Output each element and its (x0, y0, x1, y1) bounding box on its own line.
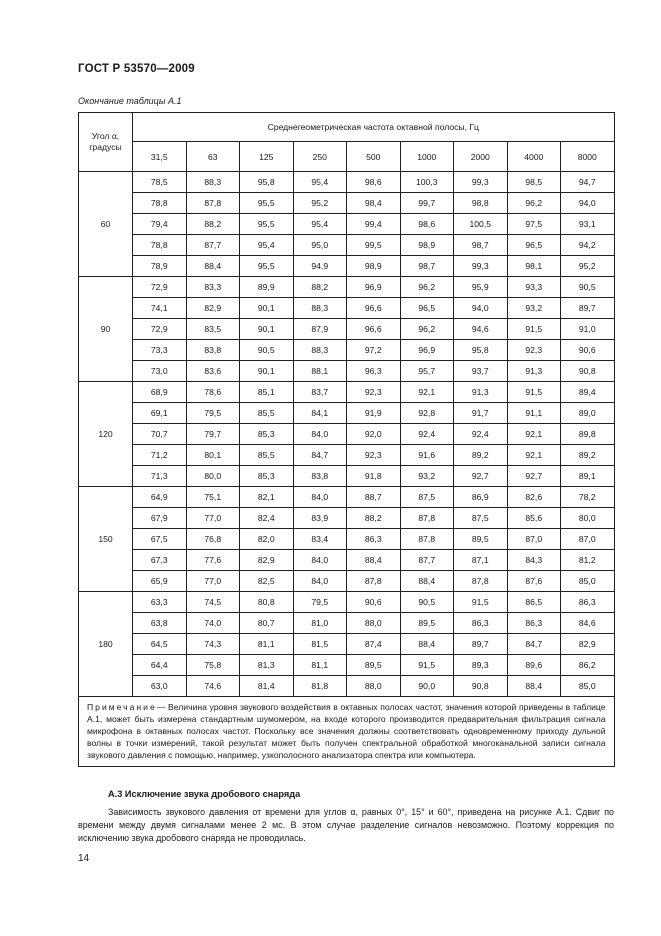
value-cell: 84,0 (293, 550, 347, 571)
value-cell: 83,5 (186, 319, 240, 340)
value-cell: 81,1 (240, 634, 294, 655)
value-cell: 96,9 (347, 277, 401, 298)
value-cell: 67,3 (133, 550, 187, 571)
angle-header-line1: Угол α, (91, 131, 120, 141)
value-cell: 90,1 (240, 319, 294, 340)
table-row (79, 550, 615, 571)
frequency-header: 500 (347, 142, 401, 172)
value-cell: 98,1 (507, 256, 561, 277)
value-cell: 92,1 (507, 424, 561, 445)
value-cell: 64,5 (133, 634, 187, 655)
angle-cell: 90 (79, 277, 133, 382)
value-cell: 90,5 (240, 340, 294, 361)
value-cell: 91,0 (561, 319, 615, 340)
value-cell: 81,8 (293, 676, 347, 697)
value-cell: 83,3 (186, 277, 240, 298)
value-cell: 96,6 (347, 298, 401, 319)
value-cell: 93,1 (561, 214, 615, 235)
frequency-header-row (79, 142, 615, 172)
value-cell: 95,2 (293, 193, 347, 214)
value-cell: 80,0 (561, 508, 615, 529)
angle-cell: 150 (79, 487, 133, 592)
table-body (79, 172, 615, 697)
frequency-group-header: Среднегеометрическая частота октавной полосы, Гц (133, 113, 615, 142)
value-cell: 98,8 (454, 193, 508, 214)
document-header: ГОСТ Р 53570—2009 (78, 63, 195, 75)
value-cell: 82,4 (240, 508, 294, 529)
value-cell: 88,4 (186, 256, 240, 277)
value-cell: 63,0 (133, 676, 187, 697)
frequency-header: 1000 (400, 142, 454, 172)
value-cell: 83,8 (186, 340, 240, 361)
table-row (79, 676, 615, 697)
value-cell: 82,9 (186, 298, 240, 319)
value-cell: 85,1 (240, 382, 294, 403)
value-cell: 72,9 (133, 277, 187, 298)
value-cell: 96,5 (400, 298, 454, 319)
value-cell: 90,6 (347, 592, 401, 613)
angle-cell: 180 (79, 592, 133, 697)
value-cell: 82,5 (240, 571, 294, 592)
value-cell: 94,9 (293, 256, 347, 277)
value-cell: 78,5 (133, 172, 187, 193)
value-cell: 91,5 (400, 655, 454, 676)
value-cell: 88,0 (347, 676, 401, 697)
value-cell: 91,5 (454, 592, 508, 613)
value-cell: 96,2 (400, 277, 454, 298)
value-cell: 81,0 (293, 613, 347, 634)
value-cell: 88,3 (186, 172, 240, 193)
frequency-header: 2000 (454, 142, 508, 172)
value-cell: 87,4 (347, 634, 401, 655)
table-row (79, 214, 615, 235)
value-cell: 88,3 (293, 298, 347, 319)
value-cell: 87,8 (400, 508, 454, 529)
value-cell: 88,0 (347, 613, 401, 634)
value-cell: 92,7 (507, 466, 561, 487)
value-cell: 89,5 (400, 613, 454, 634)
value-cell: 100,3 (400, 172, 454, 193)
table-row (79, 382, 615, 403)
value-cell: 88,2 (347, 508, 401, 529)
value-cell: 95,8 (240, 172, 294, 193)
value-cell: 97,2 (347, 340, 401, 361)
value-cell: 99,7 (400, 193, 454, 214)
value-cell: 92,0 (347, 424, 401, 445)
value-cell: 87,0 (507, 529, 561, 550)
value-cell: 95,5 (240, 214, 294, 235)
value-cell: 88,2 (293, 277, 347, 298)
note-label: Примечание (87, 702, 157, 712)
value-cell: 96,2 (507, 193, 561, 214)
value-cell: 76,8 (186, 529, 240, 550)
value-cell: 84,0 (293, 487, 347, 508)
value-cell: 95,0 (293, 235, 347, 256)
frequency-header: 8000 (561, 142, 615, 172)
value-cell: 87,7 (400, 550, 454, 571)
value-cell: 64,9 (133, 487, 187, 508)
value-cell: 98,6 (347, 172, 401, 193)
value-cell: 84,7 (507, 634, 561, 655)
value-cell: 77,0 (186, 508, 240, 529)
value-cell: 96,3 (347, 361, 401, 382)
value-cell: 81,1 (293, 655, 347, 676)
frequency-header: 250 (293, 142, 347, 172)
value-cell: 92,1 (400, 382, 454, 403)
value-cell: 82,9 (240, 550, 294, 571)
value-cell: 88,3 (293, 340, 347, 361)
table-row (79, 445, 615, 466)
value-cell: 77,0 (186, 571, 240, 592)
value-cell: 87,5 (454, 508, 508, 529)
value-cell: 99,5 (347, 235, 401, 256)
value-cell: 73,3 (133, 340, 187, 361)
value-cell: 69,1 (133, 403, 187, 424)
value-cell: 97,5 (507, 214, 561, 235)
data-table (78, 112, 615, 767)
table-row (79, 319, 615, 340)
value-cell: 90,8 (454, 676, 508, 697)
value-cell: 78,2 (561, 487, 615, 508)
value-cell: 84,7 (293, 445, 347, 466)
value-cell: 81,5 (293, 634, 347, 655)
note-text: — Величина уровня звукового воздействия в октавных полосах частот, значения которой приведены в таблице А.1, может быть измерена стандартным шумомером, на входе которого производится предварительная фильтрация сигнала микрофона в октавных полосах частот. Поскольку все значения должны соответствовать одновременному приходу дульной волны в точки измерений, такой результат может быть получен спектральной обработкой многоканальной записи сигнала звукового давления с помощью, например, узкополосного анализатора спектра или компьютера. (87, 702, 606, 760)
value-cell: 64,4 (133, 655, 187, 676)
table-row (79, 571, 615, 592)
value-cell: 93,3 (507, 277, 561, 298)
value-cell: 92,3 (347, 382, 401, 403)
value-cell: 93,2 (400, 466, 454, 487)
value-cell: 92,4 (400, 424, 454, 445)
value-cell: 92,7 (454, 466, 508, 487)
value-cell: 96,6 (347, 319, 401, 340)
frequency-header: 125 (240, 142, 294, 172)
value-cell: 87,7 (186, 235, 240, 256)
value-cell: 83,6 (186, 361, 240, 382)
value-cell: 98,9 (400, 235, 454, 256)
value-cell: 90,6 (561, 340, 615, 361)
table-row (79, 403, 615, 424)
value-cell: 91,6 (400, 445, 454, 466)
value-cell: 90,0 (400, 676, 454, 697)
value-cell: 90,1 (240, 361, 294, 382)
value-cell: 84,1 (293, 403, 347, 424)
value-cell: 80,0 (186, 466, 240, 487)
frequency-header: 31,5 (133, 142, 187, 172)
value-cell: 87,1 (454, 550, 508, 571)
body-paragraph: Зависимость звукового давления от времени для углов α, равных 0°, 15° и 60°, приведена на рисунке А.1. Сдвиг по времени между двумя сигналами менее 2 мс. В этом случае разделение сигналов невозможно. Поэтому коррекция по исключению звука дробового снаряда не проводилась. (78, 807, 614, 843)
value-cell: 93,7 (454, 361, 508, 382)
value-cell: 92,1 (507, 445, 561, 466)
value-cell: 87,8 (454, 571, 508, 592)
table-row (79, 256, 615, 277)
table-row (79, 361, 615, 382)
table-row (79, 487, 615, 508)
value-cell: 91,1 (507, 403, 561, 424)
value-cell: 93,2 (507, 298, 561, 319)
value-cell: 80,1 (186, 445, 240, 466)
value-cell: 95,5 (240, 256, 294, 277)
value-cell: 82,0 (240, 529, 294, 550)
value-cell: 89,7 (454, 634, 508, 655)
value-cell: 88,1 (293, 361, 347, 382)
value-cell: 87,9 (293, 319, 347, 340)
value-cell: 63,8 (133, 613, 187, 634)
value-cell: 92,4 (454, 424, 508, 445)
value-cell: 89,5 (347, 655, 401, 676)
value-cell: 83,9 (293, 508, 347, 529)
value-cell: 98,4 (347, 193, 401, 214)
value-cell: 80,7 (240, 613, 294, 634)
table-note (79, 697, 615, 767)
value-cell: 89,5 (454, 529, 508, 550)
value-cell: 74,6 (186, 676, 240, 697)
value-cell: 81,4 (240, 676, 294, 697)
value-cell: 94,0 (561, 193, 615, 214)
value-cell: 86,2 (561, 655, 615, 676)
value-cell: 74,5 (186, 592, 240, 613)
value-cell: 85,6 (507, 508, 561, 529)
value-cell: 71,2 (133, 445, 187, 466)
value-cell: 95,2 (561, 256, 615, 277)
value-cell: 91,3 (454, 382, 508, 403)
angle-header-line2: градусы (89, 142, 122, 152)
table-row (79, 172, 615, 193)
value-cell: 100,5 (454, 214, 508, 235)
value-cell: 83,7 (293, 382, 347, 403)
value-cell: 98,5 (507, 172, 561, 193)
value-cell: 75,8 (186, 655, 240, 676)
value-cell: 81,3 (240, 655, 294, 676)
value-cell: 67,9 (133, 508, 187, 529)
value-cell: 95,8 (454, 340, 508, 361)
value-cell: 86,3 (507, 613, 561, 634)
value-cell: 91,8 (347, 466, 401, 487)
value-cell: 89,7 (561, 298, 615, 319)
value-cell: 87,5 (400, 487, 454, 508)
value-cell: 82,6 (507, 487, 561, 508)
table-row (79, 235, 615, 256)
value-cell: 95,4 (293, 172, 347, 193)
value-cell: 95,4 (293, 214, 347, 235)
value-cell: 82,9 (561, 634, 615, 655)
value-cell: 86,3 (454, 613, 508, 634)
value-cell: 91,3 (507, 361, 561, 382)
frequency-header: 63 (186, 142, 240, 172)
value-cell: 68,9 (133, 382, 187, 403)
value-cell: 96,2 (400, 319, 454, 340)
value-cell: 85,5 (240, 403, 294, 424)
value-cell: 96,5 (507, 235, 561, 256)
value-cell: 73,0 (133, 361, 187, 382)
value-cell: 98,7 (454, 235, 508, 256)
value-cell: 91,5 (507, 319, 561, 340)
table-row (79, 340, 615, 361)
value-cell: 89,4 (561, 382, 615, 403)
value-cell: 89,8 (561, 424, 615, 445)
value-cell: 95,5 (240, 193, 294, 214)
value-cell: 79,4 (133, 214, 187, 235)
value-cell: 83,4 (293, 529, 347, 550)
value-cell: 89,1 (561, 466, 615, 487)
value-cell: 85,3 (240, 424, 294, 445)
table-row (79, 424, 615, 445)
value-cell: 90,1 (240, 298, 294, 319)
angle-cell: 120 (79, 382, 133, 487)
value-cell: 74,0 (186, 613, 240, 634)
value-cell: 95,7 (400, 361, 454, 382)
value-cell: 88,2 (186, 214, 240, 235)
value-cell: 79,5 (186, 403, 240, 424)
value-cell: 78,8 (133, 235, 187, 256)
value-cell: 94,2 (561, 235, 615, 256)
value-cell: 84,3 (507, 550, 561, 571)
value-cell: 88,4 (400, 634, 454, 655)
value-cell: 87,6 (507, 571, 561, 592)
value-cell: 98,7 (400, 256, 454, 277)
table-row (79, 193, 615, 214)
value-cell: 89,3 (454, 655, 508, 676)
value-cell: 84,6 (561, 613, 615, 634)
angle-cell: 60 (79, 172, 133, 277)
value-cell: 94,6 (454, 319, 508, 340)
value-cell: 88,7 (347, 487, 401, 508)
value-cell: 88,4 (507, 676, 561, 697)
value-cell: 85,0 (561, 571, 615, 592)
table-caption: Окончание таблицы А.1 (78, 96, 182, 106)
page-number: 14 (78, 853, 90, 864)
value-cell: 86,5 (507, 592, 561, 613)
value-cell: 87,8 (400, 529, 454, 550)
frequency-header: 4000 (507, 142, 561, 172)
value-cell: 99,3 (454, 256, 508, 277)
value-cell: 92,8 (400, 403, 454, 424)
value-cell: 94,0 (454, 298, 508, 319)
value-cell: 77,6 (186, 550, 240, 571)
value-cell: 86,3 (347, 529, 401, 550)
value-cell: 80,8 (240, 592, 294, 613)
value-cell: 72,9 (133, 319, 187, 340)
value-cell: 83,8 (293, 466, 347, 487)
value-cell: 86,3 (561, 592, 615, 613)
value-cell: 65,9 (133, 571, 187, 592)
value-cell: 99,4 (347, 214, 401, 235)
value-cell: 90,5 (400, 592, 454, 613)
value-cell: 79,5 (293, 592, 347, 613)
value-cell: 89,2 (454, 445, 508, 466)
value-cell: 89,0 (561, 403, 615, 424)
value-cell: 78,9 (133, 256, 187, 277)
value-cell: 90,5 (561, 277, 615, 298)
value-cell: 91,9 (347, 403, 401, 424)
value-cell: 89,6 (507, 655, 561, 676)
value-cell: 71,3 (133, 466, 187, 487)
value-cell: 92,3 (507, 340, 561, 361)
note-row (79, 697, 615, 767)
value-cell: 92,3 (347, 445, 401, 466)
value-cell: 99,3 (454, 172, 508, 193)
value-cell: 85,5 (240, 445, 294, 466)
value-cell: 89,9 (240, 277, 294, 298)
value-cell: 96,9 (400, 340, 454, 361)
value-cell: 95,4 (240, 235, 294, 256)
table-row (79, 613, 615, 634)
value-cell: 84,0 (293, 424, 347, 445)
value-cell: 70,7 (133, 424, 187, 445)
table-row (79, 529, 615, 550)
value-cell: 74,1 (133, 298, 187, 319)
value-cell: 78,6 (186, 382, 240, 403)
section-title: А.3 Исключение звука дробового снаряда (108, 789, 301, 799)
value-cell: 89,2 (561, 445, 615, 466)
value-cell: 84,0 (293, 571, 347, 592)
value-cell: 86,9 (454, 487, 508, 508)
table-row (79, 655, 615, 676)
value-cell: 75,1 (186, 487, 240, 508)
value-cell: 98,6 (400, 214, 454, 235)
value-cell: 87,0 (561, 529, 615, 550)
value-cell: 78,8 (133, 193, 187, 214)
angle-column-header (79, 113, 133, 172)
value-cell: 87,8 (186, 193, 240, 214)
table-row (79, 634, 615, 655)
value-cell: 81,2 (561, 550, 615, 571)
value-cell: 88,4 (347, 550, 401, 571)
value-cell: 94,7 (561, 172, 615, 193)
value-cell: 63,3 (133, 592, 187, 613)
value-cell: 91,5 (507, 382, 561, 403)
table-row (79, 277, 615, 298)
value-cell: 85,3 (240, 466, 294, 487)
value-cell: 90,8 (561, 361, 615, 382)
value-cell: 82,1 (240, 487, 294, 508)
table-row (79, 466, 615, 487)
value-cell: 85,0 (561, 676, 615, 697)
value-cell: 88,4 (400, 571, 454, 592)
table-row (79, 592, 615, 613)
value-cell: 91,7 (454, 403, 508, 424)
value-cell: 74,3 (186, 634, 240, 655)
value-cell: 98,9 (347, 256, 401, 277)
value-cell: 87,8 (347, 571, 401, 592)
value-cell: 67,5 (133, 529, 187, 550)
value-cell: 79,7 (186, 424, 240, 445)
value-cell: 95,9 (454, 277, 508, 298)
table-row (79, 298, 615, 319)
table-row (79, 508, 615, 529)
